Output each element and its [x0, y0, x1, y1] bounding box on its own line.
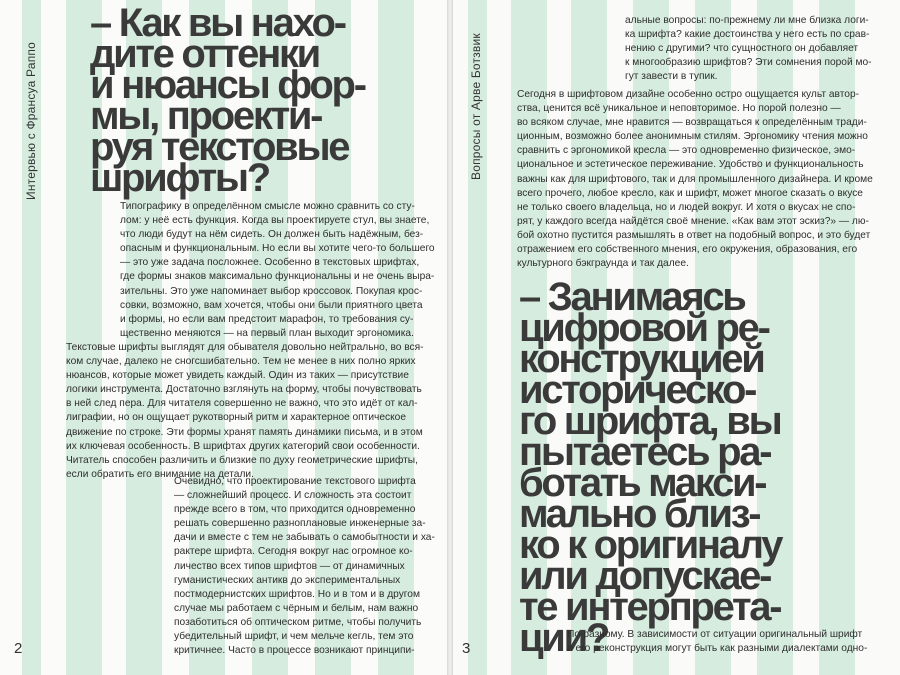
paragraph: Текстовые шрифты выглядят для обывателя довольно нейтрально, во вся- ком случае, далеко не сногсшибательно. Тем не менее в них полно ярких нюансов, которые может увидеть каждый. Один из таких — присутствие логики инструмента. Достаточно взглянуть на форму, чтобы почувствовать в ней след пера. Для читателя совершенно не важно, что это идёт от кал- лиграфии, но он ощущает рукотворный ритм и характерное оптическое движение по строке. Эти формы хранят память динамики письма, и в этом их ключевая особенность. В шрифтах других категорий свои особенности. Читатель способен различить и близкие по духу геометрические шрифты, если обратить его внимание на детали. — [66, 342, 424, 480]
question-heading: – Как вы нахо- дите оттенки и нюансы фор- мы, проекти- руя текстовые шрифты? — [90, 1, 365, 200]
paragraph: Типографику в определённом смысле можно сравнить со сту- лом: у неё есть функция. Когда вы проектируете стул, вы знаете, что люди будут на нём сидеть. Он должен быть надёжным, без- опасным и функциональным. Но если вы хотите чего-то большего — это уже задача посложнее. Особенно в текстовых шрифтах, где формы знаков максимально функциональны и не очень выра- зительны. Это уже напоминает выбор кроссовок. Покупая крос- совки, возможно, вам хочется, чтобы они были приятного цвета и формы, но если вам предстоит марафон, то требования су- щественно меняются — на первый план выходит эргономика. — [120, 201, 435, 339]
page-number: 2 — [14, 640, 23, 657]
left-page — [0, 0, 447, 675]
page-number: 3 — [462, 640, 471, 657]
running-head: Интервью с Франсуа Раппо — [24, 42, 38, 200]
question-heading: – Занимаясь цифровой ре- конструкцией историческо- го шрифта, вы пытаетесь ра- ботать макси- мально близ- ко к оригиналу или допускае- те интерпрета- ции? — [519, 275, 782, 660]
paragraph: По-разному. В зависимости от ситуации оригинальный шрифт и его реконструкция могут быть как разными диалектами одно- — [567, 629, 868, 655]
paragraph: Сегодня в шрифтовом дизайне особенно остро ощущается культ автор- ства, ценится всё уникальное и неповторимое. Но порой полезно — во всяком случае, мне нравится — возвращаться к определённым тради- ционным, возможно более анонимным стилям. Эргономику чтения можно сравнить с эргономикой кресла — это одновременно физическое, эмо- циональное и эстетическое переживание. Удобство и функциональность важны как для шрифтового, так и для промышленного дизайнера. И кроме всего прочего, любое кресло, как и шрифт, может многое сказать о вкусе не только своего владельца, но и людей вокруг. И хотя о вкусах не спо- рят, у каждого всегда найдётся своё мнение. «Как вам этот эскиз?» — лю- бой охотно пустится размышлять в ответ на подобный вопрос, и это будет отражением его собственного мнения, его окружения, образования, его культурного бэкграунда и так далее. — [517, 89, 873, 270]
paragraph: альные вопросы: по-прежнему ли мне близка логи- ка шрифта? какие достоинства у него есть по срав- нению с другими? что сущностного он добавляет к многообразию шрифтов? Эти сомнения порой мо- гут завести в тупик. — [625, 15, 872, 83]
paragraph: Очевидно, что проектирование текстового шрифта — сложнейший процесс. И сложность эта состоит прежде всего в том, что приходится одновременно решать совершенно разноплановые инженерные за- дачи и вместе с тем не забывать о самобытности и ха- рактере шрифта. Сегодня вокруг нас огромное ко- личество всех типов шрифтов — от динамичных гуманистических антикв до экспериментальных постмодернистских шрифтов. Но и в том и в другом случае мы работаем с чёрным и белым, нам важно позаботиться об оптическом ритме, чтобы получить убедительный шрифт, и чем мельче кегль, тем это критичнее. Часто в процессе возникают принципи- — [174, 476, 435, 657]
running-head: Вопросы от Арве Ботзвик — [469, 33, 483, 180]
right-page — [453, 0, 900, 675]
